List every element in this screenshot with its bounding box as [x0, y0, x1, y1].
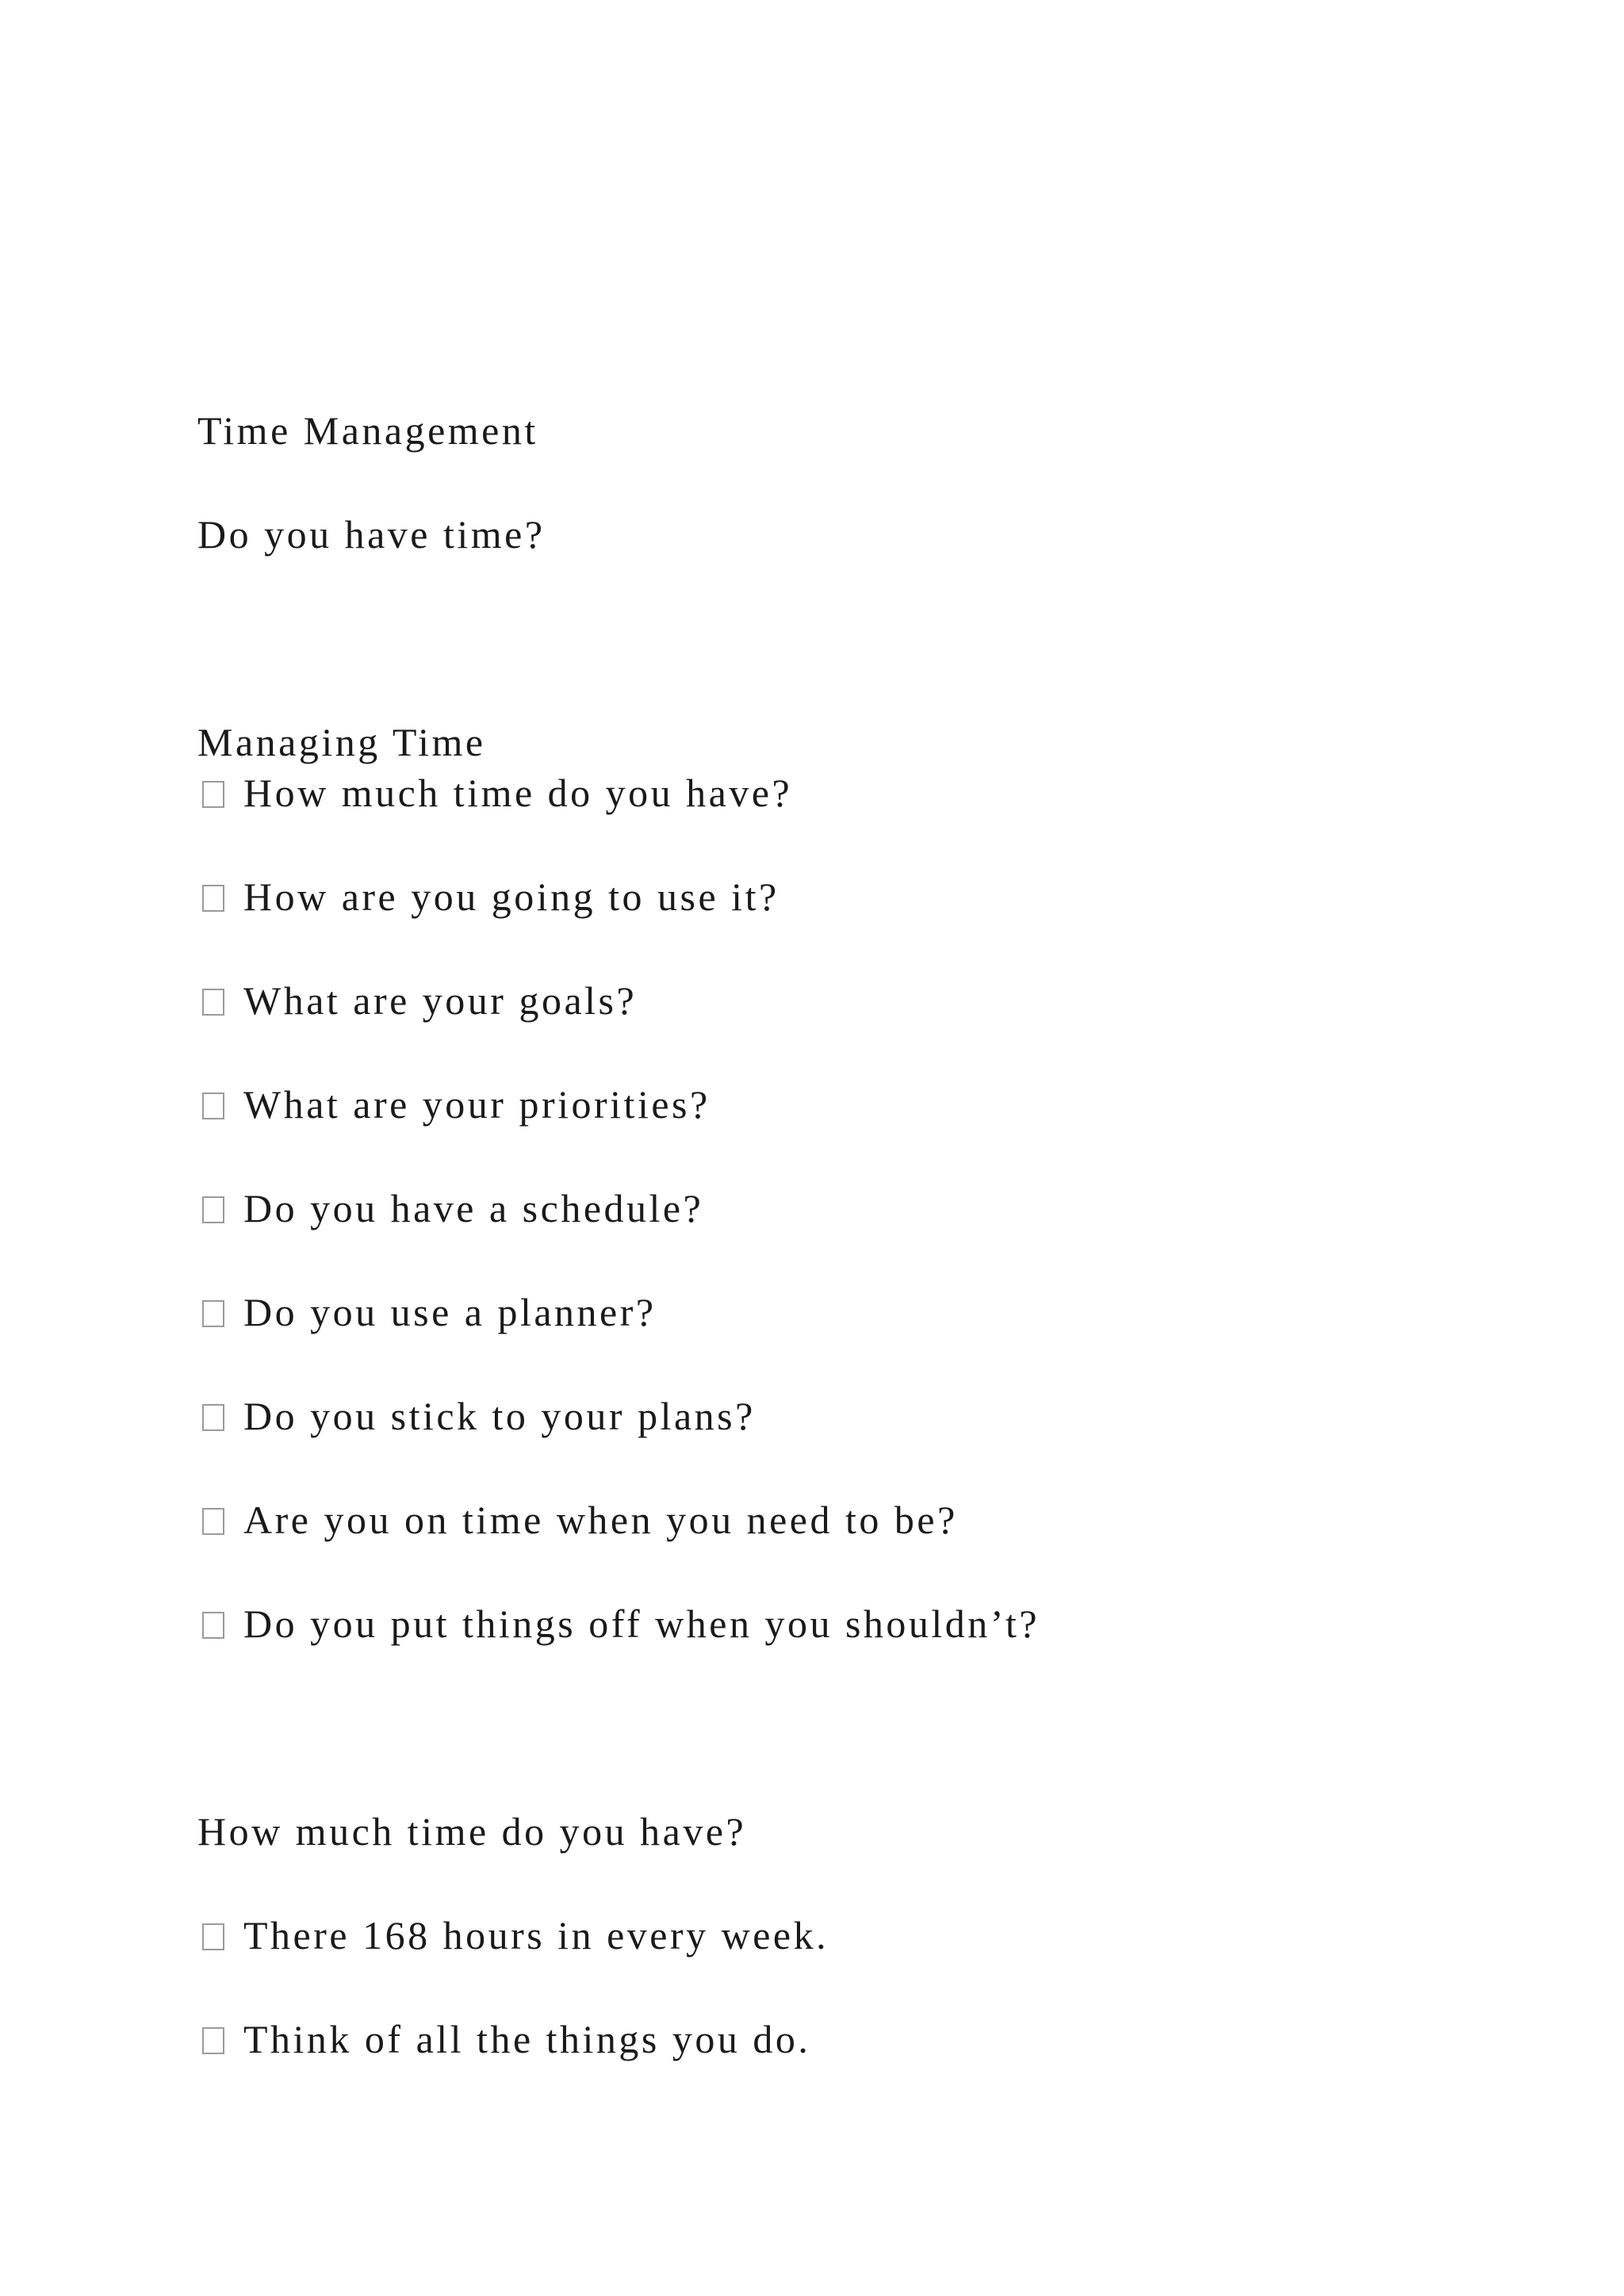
bullet-icon — [202, 1508, 224, 1535]
list-item-text: There 168 hours in every week. — [243, 1913, 829, 1957]
bullet-icon — [202, 1612, 224, 1639]
list-item — [197, 1911, 829, 1959]
bullet-icon — [202, 1923, 224, 1950]
section-heading-time-available: How much time do you have? — [197, 1809, 747, 1854]
list-item — [197, 873, 779, 920]
bullet-icon — [202, 885, 224, 912]
list-item-text: Do you put things off when you shouldn’t? — [243, 1601, 1040, 1646]
bullet-icon — [202, 1404, 224, 1431]
document-subtitle: Do you have time? — [197, 512, 546, 557]
bullet-icon — [202, 1093, 224, 1119]
bullet-icon — [202, 989, 224, 1016]
list-item — [197, 977, 637, 1024]
list-item — [197, 1496, 958, 1544]
list-item — [197, 769, 792, 817]
list-item-text: How much time do you have? — [243, 771, 793, 815]
bullet-icon — [202, 2027, 224, 2054]
bullet-icon — [202, 781, 224, 808]
bullet-icon — [202, 1300, 224, 1327]
list-item — [197, 1184, 703, 1232]
list-item-text: Do you use a planner? — [243, 1290, 657, 1334]
section-heading-managing-time: Managing Time — [197, 720, 486, 764]
list-item — [197, 1288, 657, 1336]
bullet-icon — [202, 1196, 224, 1223]
list-item-text: What are your goals? — [243, 978, 638, 1023]
list-item — [197, 1600, 1040, 1647]
list-item-text: How are you going to use it? — [243, 874, 779, 919]
list-item-text: What are your priorities? — [243, 1082, 710, 1127]
document-title: Time Management — [197, 408, 538, 453]
list-item — [197, 1081, 710, 1128]
list-item-text: Think of all the things you do. — [243, 2017, 811, 2061]
list-item — [197, 2015, 810, 2063]
list-item-text: Do you stick to your plans? — [243, 1394, 756, 1438]
list-item — [197, 1392, 756, 1440]
list-item-text: Are you on time when you need to be? — [243, 1498, 958, 1542]
list-item-text: Do you have a schedule? — [243, 1186, 704, 1230]
